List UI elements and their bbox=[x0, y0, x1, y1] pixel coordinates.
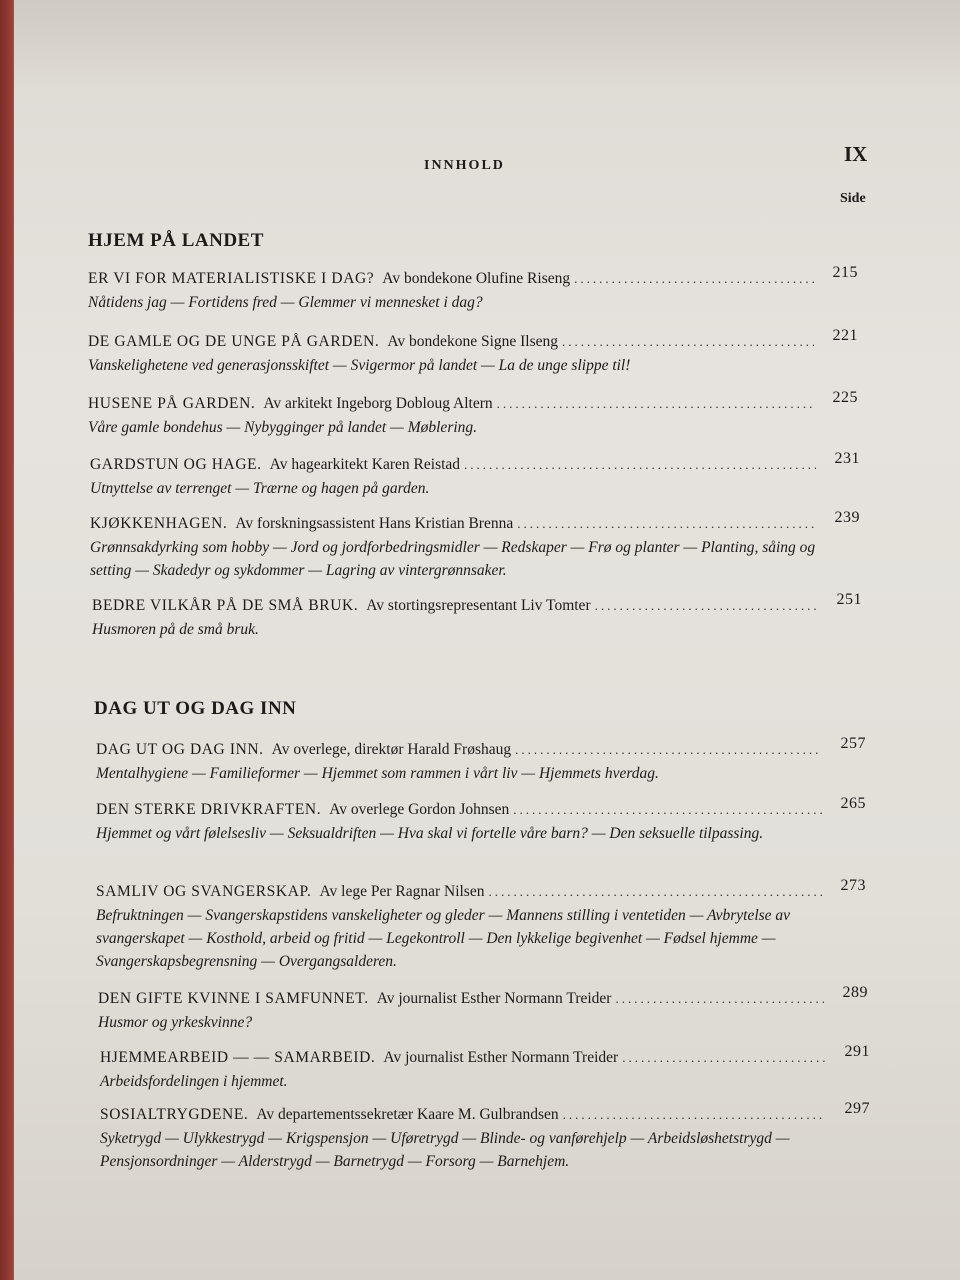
dot-leader bbox=[615, 991, 824, 1007]
entry-subtitle: Våre gamle bondehus — Nybygginger på landet — Møblering. bbox=[88, 419, 478, 436]
dot-leader bbox=[622, 1050, 826, 1066]
dot-leader bbox=[464, 457, 816, 473]
entry-title: KJØKKENHAGEN. bbox=[90, 515, 228, 532]
toc-entry bbox=[92, 591, 862, 641]
entry-author: Av overlege Gordon Johnsen bbox=[329, 801, 510, 818]
toc-entry bbox=[96, 877, 866, 973]
dot-leader bbox=[488, 884, 822, 900]
entry-page-number: 289 bbox=[842, 984, 868, 1001]
entry-title: HUSENE PÅ GARDEN. bbox=[88, 395, 256, 412]
entry-title: DEN GIFTE KVINNE I SAMFUNNET. bbox=[98, 990, 369, 1007]
toc-entry bbox=[88, 264, 858, 314]
entry-subtitle: Utnyttelse av terrenget — Trærne og hagen på garden. bbox=[90, 480, 430, 497]
entry-subtitle: Arbeidsfordelingen i hjemmet. bbox=[100, 1073, 288, 1090]
entry-page-number: 297 bbox=[844, 1100, 870, 1117]
entry-subtitle: Husmoren på de små bruk. bbox=[92, 621, 259, 638]
entry-subtitle: Befruktningen — Svangerskapstidens vanskeligheter og gleder — Mannens stilling i ventetiden — Avbrytelse av svangerskapet — Kosthold, arbeid og fritid — Legekontroll — Den lykkelige begivenhet — Fødsel hjemme — Svangerskapsbegrensning — Overgangsalderen. bbox=[96, 907, 791, 970]
entry-page-number: 273 bbox=[840, 877, 866, 894]
section-title: DAG UT OG DAG INN bbox=[94, 698, 297, 719]
entry-title: HJEMMEARBEID — — SAMARBEID. bbox=[100, 1049, 376, 1066]
entry-page-number: 251 bbox=[836, 591, 862, 608]
entry-title: DAG UT OG DAG INN. bbox=[96, 741, 264, 758]
dot-leader bbox=[562, 334, 814, 350]
entry-author: Av journalist Esther Normann Treider bbox=[376, 990, 612, 1007]
entry-subtitle: Grønnsakdyrking som hobby — Jord og jordforbedringsmidler — Redskaper — Frø og planter — Planting, såing og setting — Skadedyr og sykdommer — Lagring av vintergrønnsaker. bbox=[90, 539, 816, 579]
entry-title: GARDSTUN OG HAGE. bbox=[90, 456, 262, 473]
entry-page-number: 231 bbox=[834, 450, 860, 467]
entry-author: Av bondekone Olufine Riseng bbox=[382, 270, 571, 287]
entry-author: Av journalist Esther Normann Treider bbox=[383, 1049, 619, 1066]
entry-title: DE GAMLE OG DE UNGE PÅ GARDEN. bbox=[88, 333, 380, 350]
toc-entry bbox=[98, 984, 868, 1034]
running-head: INNHOLD bbox=[424, 158, 505, 173]
entry-subtitle: Syketrygd — Ulykkestrygd — Krigspensjon — Uføretrygd — Blinde- og vanførehjelp — Arbeidsløshetstrygd — Pensjonsordninger — Alderstrygd — Barnetrygd — Forsorg — Barnehjem. bbox=[100, 1130, 790, 1170]
entry-author: Av lege Per Ragnar Nilsen bbox=[319, 883, 485, 900]
toc-entry bbox=[88, 389, 858, 439]
toc-entry bbox=[96, 735, 866, 785]
dot-leader bbox=[574, 271, 814, 287]
entry-page-number: 221 bbox=[832, 327, 858, 344]
toc-entry bbox=[88, 327, 858, 377]
book-page bbox=[14, 0, 960, 1280]
entry-title: DEN STERKE DRIVKRAFTEN. bbox=[96, 801, 322, 818]
entry-subtitle: Nåtidens jag — Fortidens fred — Glemmer vi mennesket i dag? bbox=[88, 294, 483, 311]
toc-entry bbox=[90, 450, 860, 500]
entry-title: ER VI FOR MATERIALISTISKE I DAG? bbox=[88, 270, 375, 287]
page-number: IX bbox=[844, 142, 868, 166]
entry-page-number: 239 bbox=[834, 509, 860, 526]
entry-author: Av stortingsrepresentant Liv Tomter bbox=[366, 597, 591, 614]
entry-page-number: 265 bbox=[840, 795, 866, 812]
entry-author: Av overlege, direktør Harald Frøshaug bbox=[271, 741, 512, 758]
section-title: HJEM PÅ LANDET bbox=[88, 230, 264, 251]
entry-author: Av bondekone Signe Ilseng bbox=[387, 333, 559, 350]
entry-subtitle: Husmor og yrkeskvinne? bbox=[98, 1014, 253, 1031]
side-column-label: Side bbox=[840, 191, 866, 206]
entry-page-number: 291 bbox=[844, 1043, 870, 1060]
entry-subtitle: Mentalhygiene — Familieformer — Hjemmet som rammen i vårt liv — Hjemmets hverdag. bbox=[96, 765, 659, 782]
entry-title: BEDRE VILKÅR PÅ DE SMÅ BRUK. bbox=[92, 597, 359, 614]
dot-leader bbox=[517, 516, 816, 532]
toc-entry bbox=[100, 1043, 870, 1093]
entry-page-number: 215 bbox=[832, 264, 858, 281]
dot-leader bbox=[595, 598, 818, 614]
entry-author: Av departementssekretær Kaare M. Gulbrandsen bbox=[256, 1106, 559, 1123]
entry-title: SOSIALTRYGDENE. bbox=[100, 1106, 249, 1123]
toc-entry bbox=[100, 1100, 870, 1173]
toc-entry bbox=[96, 795, 866, 845]
dot-leader bbox=[513, 802, 822, 818]
entry-subtitle: Hjemmet og vårt følelsesliv — Seksualdriften — Hva skal vi fortelle våre barn? — Den seksuelle tilpassing. bbox=[96, 825, 764, 842]
dot-leader bbox=[497, 396, 814, 412]
dot-leader bbox=[515, 742, 822, 758]
toc-entry bbox=[90, 509, 860, 582]
entry-page-number: 225 bbox=[832, 389, 858, 406]
entry-author: Av arkitekt Ingeborg Dobloug Altern bbox=[263, 395, 493, 412]
dot-leader bbox=[563, 1107, 826, 1123]
entry-title: SAMLIV OG SVANGERSKAP. bbox=[96, 883, 312, 900]
entry-author: Av hagearkitekt Karen Reistad bbox=[269, 456, 461, 473]
entry-subtitle: Vanskelighetene ved generasjonsskiftet — Svigermor på landet — La de unge slippe til! bbox=[88, 357, 631, 374]
page-top-shadow bbox=[14, 0, 960, 90]
entry-page-number: 257 bbox=[840, 735, 866, 752]
entry-author: Av forskningsassistent Hans Kristian Brenna bbox=[235, 515, 514, 532]
